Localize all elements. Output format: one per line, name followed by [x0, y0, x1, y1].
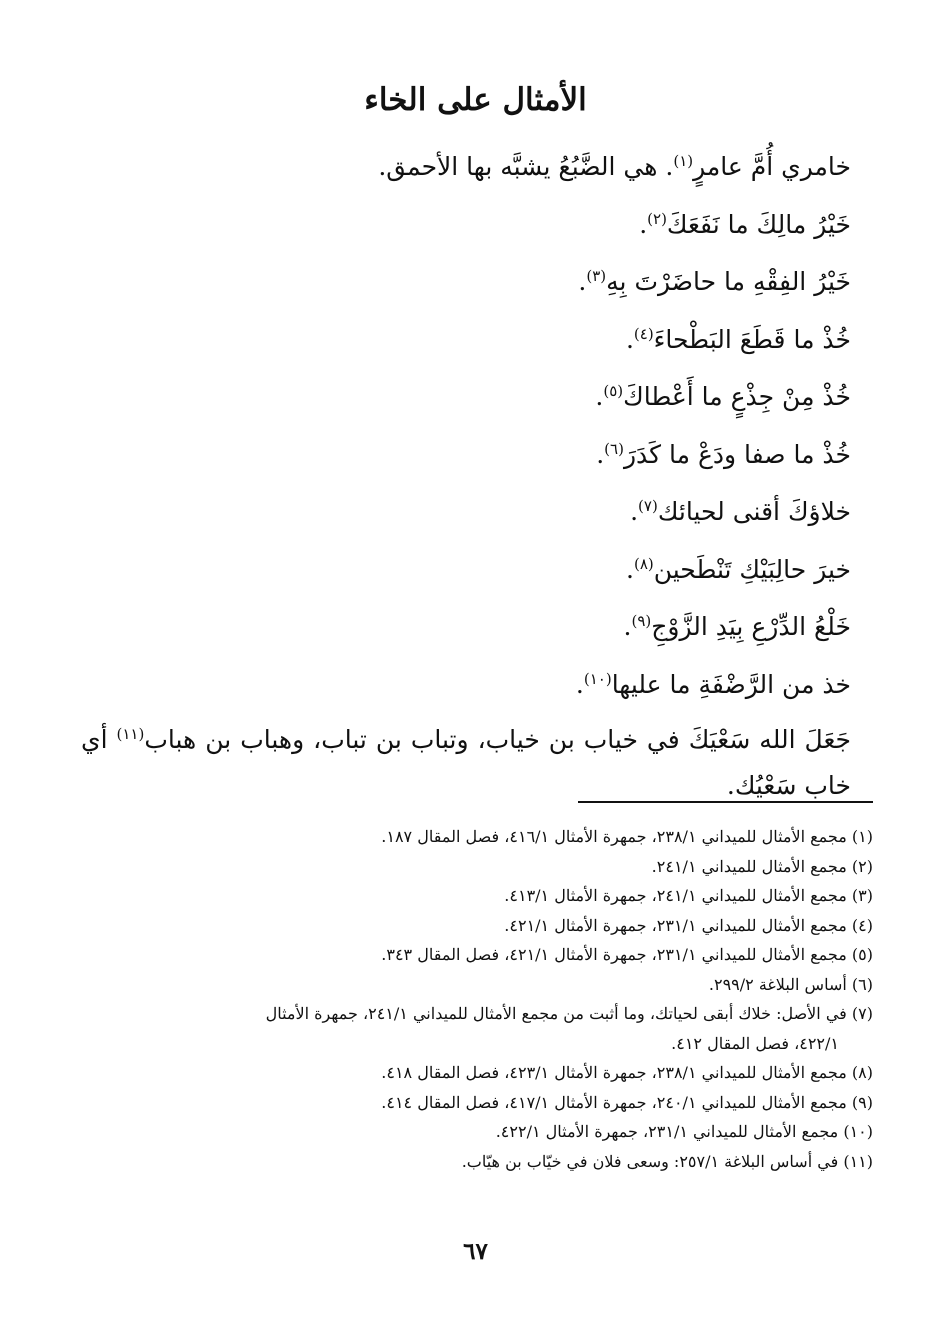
proverb-text: خذ من الرَّضْفَةِ ما عليها: [611, 669, 851, 699]
proverb-entry: [81, 368, 851, 426]
proverb-entry: [81, 138, 851, 196]
footnote-number: (١): [851, 827, 873, 846]
footnote-separator: [578, 801, 873, 803]
proverb-text: خلاؤكَ أقنى لحيائك: [657, 497, 851, 526]
proverb-text: خَيْرُ الفِقْهِ ما حاضَرْتَ بِهِ: [606, 267, 851, 296]
footnote-number: (٣): [851, 886, 873, 905]
proverb-entry: [81, 717, 851, 809]
proverb-entry: [81, 541, 851, 599]
footnote-ref: (١): [673, 152, 694, 170]
footnote-ref: (٢): [647, 209, 667, 228]
proverb-explanation: . هي الضَّبُعُ يشبَّه بها الأحمق.: [378, 152, 674, 181]
proverb-text: خُذْ ما قَطَعَ البَطْحاءَ: [653, 324, 851, 354]
footnotes: [128, 822, 873, 1176]
footnote-ref: (٩): [631, 612, 652, 630]
footnote-text: مجمع الأمثال للميداني ٢٤١/١، جمهرة الأمثال ٤١٣/١.: [504, 886, 847, 905]
footnote-number: (٧): [851, 1004, 873, 1023]
proverb-entry: [81, 483, 851, 541]
footnote-number: (٢): [851, 856, 873, 876]
proverb-entry: [81, 656, 851, 714]
footnote-number: (١١): [843, 1151, 873, 1171]
footnote-text: مجمع الأمثال للميداني ٢٣١/١، جمهرة الأمثال ٤٢١/١، فصل المقال ٣٤٣.: [381, 945, 847, 964]
footnote-ref: (٥): [603, 382, 624, 400]
page-number: ٦٧: [463, 1238, 488, 1265]
proverb-tail: .: [625, 324, 634, 354]
footnote-ref: (٨): [633, 554, 654, 573]
proverb-tail: .: [575, 669, 584, 699]
footnote: [128, 940, 873, 970]
proverb-text: خيرَ حالِبَيْكِ تَنْطَحين: [653, 554, 851, 584]
proverb-entry: [81, 196, 851, 254]
footnote-text: في الأصل: خلاك أبقى لحياتك، وما أثبت من مجمع الأمثال للميداني ٢٤١/١، جمهرة الأمثال: [265, 1004, 847, 1023]
footnote: [128, 999, 873, 1058]
proverb-tail: .: [595, 382, 604, 411]
footnote-text: في أساس البلاغة ٢٥٧/١: وسعى فلان في خيّاب بن هيّاب.: [461, 1151, 839, 1171]
proverb-tail: .: [630, 497, 639, 526]
footnote: [128, 1088, 873, 1118]
footnote: [128, 822, 873, 852]
proverb-tail: .: [639, 209, 648, 239]
proverb-tail: .: [623, 612, 632, 641]
proverb-tail: .: [578, 267, 587, 296]
footnote-ref: (١٠): [583, 669, 612, 688]
footnote-text: مجمع الأمثال للميداني ٢٤١/١.: [651, 856, 847, 876]
proverb-entry: [81, 598, 851, 656]
footnote-text: مجمع الأمثال للميداني ٢٤٠/١، جمهرة الأمثال ٤١٧/١، فصل المقال ٤١٤.: [381, 1092, 847, 1112]
footnote-text: مجمع الأمثال للميداني ٢٣١/١، جمهرة الأمثال ٤٢٢/١.: [495, 1122, 839, 1141]
proverb-text: خَلْعُ الدِّرْعِ بِيَدِ الزَّوْجِ: [651, 612, 851, 641]
proverb-entry: [81, 311, 851, 369]
proverb-text: خامري أُمَّ عامرٍ: [693, 152, 851, 181]
footnote-number: (٨): [851, 1063, 873, 1082]
footnote-ref: (٧): [638, 497, 658, 515]
page-title: الأمثال على الخاء: [364, 82, 587, 118]
footnote-continuation: ٤٢٢/١، فصل المقال ٤١٢.: [671, 1033, 839, 1053]
proverb-explanation: أي خاب سَعْيُك.: [81, 725, 851, 800]
proverb-text: خُذْ ما صفا ودَعْ ما كَدَرَ: [623, 439, 851, 469]
proverb-tail: .: [596, 439, 605, 469]
footnote-number: (١٠): [843, 1122, 873, 1141]
footnote-text: مجمع الأمثال للميداني ٢٣١/١، جمهرة الأمثال ٤٢١/١.: [504, 915, 847, 935]
footnote-text: مجمع الأمثال للميداني ٢٣٨/١، جمهرة الأمثال ٤٢٣/١، فصل المقال ٤١٨.: [381, 1063, 847, 1082]
proverb-tail: .: [626, 554, 634, 584]
footnote: [128, 1117, 873, 1147]
proverb-entry: [81, 426, 851, 484]
footnote-number: (٩): [851, 1092, 873, 1112]
proverb-text: خُذْ مِنْ جِذْعٍ ما أَعْطاكَ: [623, 382, 851, 411]
footnote: [128, 970, 873, 1000]
proverb-list: [81, 138, 851, 809]
footnote-ref: (٣): [586, 267, 607, 285]
footnote-ref: (١١): [116, 725, 145, 743]
footnote-ref: (٦): [604, 439, 624, 458]
footnote: [128, 1147, 873, 1177]
footnote: [128, 852, 873, 882]
footnote-text: أساس البلاغة ٢٩٩/٢.: [708, 974, 847, 994]
proverb-text: جَعَلَ الله سَعْيَكَ في خياب بن خياب، وتباب بن تباب، وهباب بن هباب: [144, 725, 851, 754]
footnote: [128, 881, 873, 911]
footnote-number: (٤): [851, 915, 873, 935]
footnote-ref: (٤): [633, 324, 654, 343]
footnote: [128, 1058, 873, 1088]
footnote: [128, 911, 873, 941]
footnote-text: مجمع الأمثال للميداني ٢٣٨/١، جمهرة الأمثال ٤١٦/١، فصل المقال ١٨٧.: [381, 827, 847, 846]
proverb-text: خَيْرُ مالِكَ ما نَفَعَكَ: [666, 209, 851, 239]
proverb-entry: [81, 253, 851, 311]
footnote-number: (٥): [851, 945, 873, 964]
footnote-number: (٦): [851, 974, 873, 994]
